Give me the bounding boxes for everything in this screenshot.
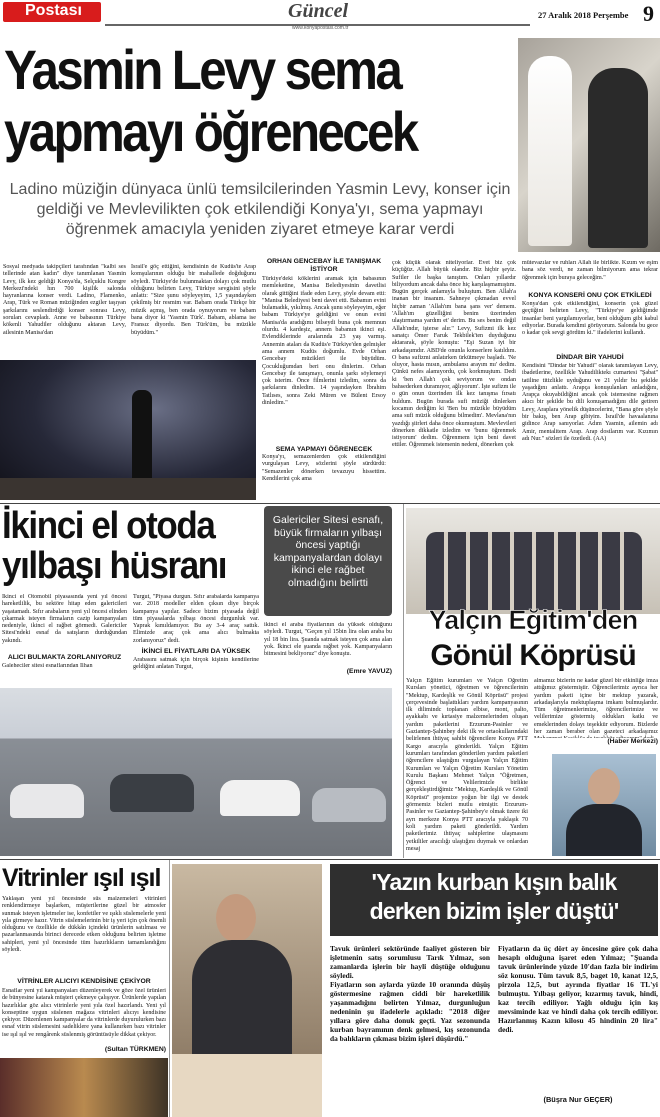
story2-col2-body: Turgut, "Piyasa durgun. Sıfır arabalarda kampanya var. 2018 modeller elden çıksın diye birçok kampanya yapılar. Sadece bizim piyasada değil tüm piyasalarda yılbaşı öncesi durgunluk var. Yaprak kımıldamıyor. Bu ay 3-4 araç sattık. Elimizde araç çok ama alıcı bulmakta zorlanıyoruz" dedi. xyxy=(133,594,259,644)
story-yasmin-levy xyxy=(0,32,660,502)
car-4 xyxy=(312,788,386,822)
story1-col5-body-3: Kendisini "Dindar bir Yahudi" olarak tanımlayan Levy, ibadetlerine, özellikle Yahudiliktekı cumartesi "Şabat" tatiline titizlikle uyduğunu ve 21 yıldır bu şekilde yaşadığını anlattı. Arapça konuşulanları anladığını, Arapça okuyabildiğini ancak çok istemesine rağmen akıcı bir şekilde bu dili konuşamadığını dile getiren Levy, Araplara yönelik düşüncelerini, "Bana göre şöyle bir bakış, ben Arap gibiyim. İsrail'de havaalanına gidince Arap sanıyorlar. Adım Yasmin, ailemin adı Amir, mentalitem Arap. Arap dostlarım var. Kızımın adı Nur." sözleri ile özetledi. (AA) xyxy=(522,363,658,442)
story1-column-1: Sosyal medyada takipçileri tarafından "kalbi ses tellerinde atan kadın" diye tanımlanan Yasmin Levy, ilk kez geldiği Konya'da, Selçuklu Kongre Merkezi'ndeki hın 700 kişilik salonda hayranlarına konser verdi. Ladino, Flamenko, Arap, Türk ve Roman müziğinden ezgiler taşıyan şarkılarını seslendirdiği konser sonrası Levy, soruları cevapladı. Anne ve babasının Türkiye kökenli Yahudiler olduğunu aktaran Levy, ailesinin Manisa'dan xyxy=(3,264,126,336)
logo-text: Postası xyxy=(25,2,82,19)
issue-date: 27 Aralık 2018 Perşembe xyxy=(538,10,629,20)
callout-text: Galericiler Sitesi esnafı, büyük firmaların yılbaşı öncesi yaptığı kampanyalardan dolayı ikinci ele rağbet olmadığını belirtti xyxy=(272,514,384,589)
story2-col1-body-2: Galeheciler sitesi esnaflarından İlhan xyxy=(2,663,93,669)
story5-column-2 xyxy=(498,944,658,1114)
headline-box xyxy=(330,864,658,936)
mehmet-yalcin-photo xyxy=(552,754,656,856)
story2-col2-body-2: Arabasını satmak için birçok kişinin kendilerine geldiğini anlatan Turgut, xyxy=(133,657,259,671)
website-url: www.konyapostasi.com.tr xyxy=(292,25,349,31)
story1-col5-body: mütevazılar ve ruhları Allah ile birlikte. Kızım ve eşim bana söz verdi, ne zaman bilmiyorum ama tekrar öğrenmek için buraya geleceğim." xyxy=(522,260,658,281)
story2-col3-body: ikinci el araba fiyatlarının da yüksek olduğunu söyledi. Turgut, "Geçen yıl 15bin lira olan araba bu yıl 18 bin lira. Şuanda satmak isteyen çok ama alan yok. İkinci ele şuanda rağbet yok. Kampanyaların bitmesini bekliyoruz" diye konuştu. xyxy=(264,622,392,658)
story1-column-5 xyxy=(522,260,658,500)
story2-column-2 xyxy=(133,594,259,684)
newspaper-logo xyxy=(3,2,101,22)
headline-line-2: yılbaşı hüsranı xyxy=(2,545,227,587)
story-tavuk xyxy=(170,860,660,1117)
subhead-vitrinler: VİTRİNLER ALICIYI KENDİSİNE ÇEKİYOR xyxy=(17,978,151,985)
levy-figure xyxy=(588,68,648,248)
story3-column-2 xyxy=(534,678,658,748)
spot-text: Ladino müziğin dünyaca ünlü temsilcilerinden Yasmin Levy, konser için geldiği ve Mevlevilikten çok etkilendiği Konya'yı, sema yapmayı öğrenmek amacıyla yeniden ziyaret etmeye karar verdi xyxy=(9,181,511,238)
page-number: 9 xyxy=(643,1,654,26)
student-group xyxy=(426,532,642,610)
headline: Vitrinler ışıl ışıl xyxy=(2,864,161,892)
concert-stage-photo xyxy=(0,360,256,500)
story2-col1-body: İkinci el Otomobil piyasasında yeni yıl öncesi hareketlilik, bu sektöre hitap eden galericileri yaşatamadı. Sıfır arabaların yeni yıl öncesi elinden çıkarmak isteyen firmaların cazip kampanyaları nedeniyle, ikinci el rağbet görmedi. Galericiler Sitesi'ndeki esnaf da satışların durduğundan yakındı. xyxy=(2,594,127,644)
students-group-photo xyxy=(406,508,660,614)
story4-byline: (Sultan TÜRKMEN) xyxy=(104,1046,166,1053)
section-title: Güncel xyxy=(288,0,348,22)
story2-column-1 xyxy=(2,594,127,684)
story1-col3-body: Türkiye'deki köklerini aramak için babasının memleketine, Manisa Belediyesinin davetlisi olarak gittiğini ifade eden Levy, şöyle devam etti: "Manisa Belediyesi beni davet etti. Babamın evini bulamadık, yıkılmış. Ancak şunu söyleyeyim, eğer babam Türkiye'ye geldiğini ve onun evini Manisa'da aradığımı bilseydi buna çok memnun olurdu. 4 kardeşiz, annem babamın ikinci eşi. Evlendiklerinde aralarında 23 yaş varmış. Annemin ataları da Kudüs'e Türkiye'den gelmişler ama annem Kudüs doğumlu. Evde Orhan Gencebay müzikleri ile büyüdüm. Çocukluğumdan beri onu dinlerim. Orhan Gencebay ile tanışmayı, onunla şarkı söylemeyi çok isterim. Önce filmlerini izledim, sonra da şarkılarını dinledim. 14 yaşındayken İbrahim Tatlıses, sonra Zeki Müren ve Bülent Ersoy dinledim." xyxy=(262,276,386,407)
semazen-figure xyxy=(528,56,572,246)
story4-body-2: Esnaflar yeni yıl kampanyaları düzenleyerek ve göze özel ürünleri de bünyesine katarak müşteri çekmeye çalışıyor. Ürünlerde yapılan hazırlıklar göz alıcı vitrinlerle yeni yıla özel hazırlandı. Yeni yıl konseptine uygun süslenen mağaza vitrinleri alıcıyı kendisine çekiyor. Düzenlenen kampanyalar da vitrinlerde duyurulurken bazı esnaf vitrin süslemesini sadeliklere yana kullanırken bazı vitrinler ise ışıl ışıl ve rengârenk süslenmiş görüntüsüyle dikkat çekiyor. xyxy=(2,988,166,1038)
masthead xyxy=(0,0,660,32)
subhead-fiyatlar: İKİNCİ EL FİYATLARI DA YÜKSEK xyxy=(141,648,251,655)
headline-line-1: Yalçın Eğitim'den xyxy=(428,605,638,635)
counter xyxy=(172,1054,322,1117)
stage-floor xyxy=(0,478,256,500)
poultry-seller-photo xyxy=(172,864,322,1117)
subhead-orhan-gencebay: ORHAN GENCEBAY İLE TANIŞMAK İSTİYOR xyxy=(266,258,382,273)
story3-byline: (Haber Merkezi) xyxy=(607,738,658,745)
story3-column-1: Yalçın Eğitim kurumları ve Yalçın Öğretim Kursları yönetici, öğretmen ve öğrencilerinin "Mektup, Kardeşlik ve Gönül Köprüsü" projesi çerçevesinde başlattıkları yardım kampanyasının ilk dilimindc toplanan elbise, mont, palto, ayakkabı ve kırtasiye malzemelerinden oluşan yardım paketlerini Erzurum-Pasinler ve Gaziantep-Şahinbey deki ilk ve ortaokullarındaki belirlenen ihtiyaç sahibi öğrencilere Konya PTT Kargo aracıyla gönderildi. Yalçın Eğitim kurumları tarafından gönderilen yardım paketleri öğrencilere ulaştığını vurgulayan Yalçın Eğitim Kurumları ve Yalçın Öğretim Kursları Yönetim Kurulu Başkanı Mehmet Yalçın "Öğretmen, Öğrenci ve Velilerimizle birlikte gerçekleştirdiğimiz "Mektup, Kardeşlik ve Gönül Köprüsü" projemize yoğun bir ilgi ve destek görmemiz bizleri mutlu etmiştir. Erzurum-Pasinler ve Gaziantep-Şahinbey'e olmak üzere iki ayrı merkeze Konya PTT aracıyla yaklaşık 70 koli yardım paketi gönderildi. Yardım paketlerimiz ihtiyaç sahiplerine ulaşmasını yetkililer aracılığı ulaştığını duymak ve onlardan mesaj xyxy=(406,678,528,852)
story-ikinci-el xyxy=(0,504,402,858)
shop-window-photo xyxy=(0,1058,168,1117)
headline-line-2: yapmayı öğrenecek xyxy=(4,100,417,163)
person-head xyxy=(588,768,620,806)
singer-figure xyxy=(132,390,152,490)
story-yalcin-egitim xyxy=(404,504,660,858)
story1-column-4: çok küçük olarak niteliyorlar. Evet biz çok küçüğüz. Allah büyük olandır. Biz hiçbir şeyiz. Sufiler ile başka tanıştım. Onları yıllardır biliyordum ancak daha önce hiç karşılaşmamıştım. Bugün gerçek anlamıyla buluştum. Ben Allah'a inanan bir insanım. Sahneye çıkmadan evvel hiçbir zaman 'Allah'ım bana şans ver' demem. 'Allah'ım güzelliğini benim üzerimden ulaştırmama yardım et' derim. Bu ses benim değil Allah'ındır, işterse alır." Levy, Sufizmi ilk kez sanatçı Ömer Faruk Tekbilek'ten duyduğunu aktararak, şöyle konuştu: "Eşi Suzan iyi bir arkadaşımdır. ABD'de onunla konserlere katıldım. O bana sufizmi anlatırken ürkütmeye başladı. 'Ne oluyor, hasta mısın, ambulansı arayım mı' dedim. Çünkü nefes alamıyordu, çok korkmuştum. Dedi ki 'ben Allah'ı çok seviyorum ve ondan bahsederken duramıyor, ağlıyorum'. İşte sufizm ile o gün onun üzerinden ilk kez tanışma fırsatı buldum. Bugün burada sufi müziği dinlerken kocamın dediğim ki 'Ben bu müzikle büyüdüm ama sufi müzik olduğunu bilmedim'. Mevlana'nın yazdığı şiirleri daha önce okumuştum. Mevlevileri dönerken dikkatle izledim ve 'bunu öğrenmek istiyorum' dedim. Öğrenmem için beni davet ettiler. Öğrenmek istemenin nedeni, dönerken çok xyxy=(392,260,516,449)
subhead-alici: ALICI BULMAKTA ZORLANIYORUZ xyxy=(7,654,122,661)
story2-byline: (Emre YAVUZ) xyxy=(346,668,392,675)
story1-column-2: İsrail'e göç ettiğini, kendisinin de Kudüs'te Arap komşularının olduğu bir mahallede doğduğunu söyledi. Türkiye'de bulunmaktan dolayı çok mutlu olduğunu belirten Levy, Türkiye sevgisini şöyle anlattı: "Size şunu söyleyeyim, 1,5 yaşındayken çekilmiş bir resmim var. Babam orada Türkçe bir müzik açmış, ben orada oynuyorum ve babam bana diyor ki 'Yasmin Türk'. Babam, ablama ise Fransız diyordu. Ben Türk'üm, bu müzikle büyüdüm." xyxy=(131,264,256,336)
subhead-sema: SEMA YAPMAYI ÖĞRENECEK xyxy=(275,446,373,453)
car-2 xyxy=(110,774,194,812)
story5-column-1: Tavuk ürünleri sektöründe faaliyet gösteren bir işletmenin satış sorumlusu Tarık Yılmaz, son zamanlarda işlerin bir hayli düştüğe olduğunu söyledi. Fiyatların son aylarda yüzde 10 oranında düşüş göstermesine rağmen ciddi bir hareketlilik yaşanmadığını belirten Yılmaz, durgunluğun nedeninin şu ifadelerle açıkladı: "2018 diğer yıllara göre daha donuk geçti. Yaz sezonunda kurban bayramının denk gelmesi, kış sezonunda da balıkların çıkması bizim işleri düşürdü." xyxy=(330,944,490,1043)
headline-line-1: 'Yazın kurban kışın balık xyxy=(371,869,617,895)
headline-line-2: Gönül Köprüsü xyxy=(430,639,636,672)
levy-portrait-photo xyxy=(518,38,660,252)
car-1 xyxy=(10,784,84,818)
headline-line-1: İkinci el otoda xyxy=(2,505,215,547)
story3-col2-body: almamız bizlerin ne kadar güzel bir etkinliğe imza attığımız göstermiştir. Öğrencilerimiz ayrıca her yardım paketi içine bir mektup yazarak, arkadaşlarıyla mektuplaşma imkanı bulmuşlardır. Tüm öğretmenlerimize, öğrencilerimize ve velilerimize göstermiş oldukları katkı ve emeklerinden dolayı teşekkür ediyorum. Bizlerde her zaman beraber olan gazeteci arkadaşımız xyxy=(534,678,658,736)
story1-column-3 xyxy=(262,258,386,502)
story1-col3-body-2: Konya'yı, semazenlerden çok etkilendiğini vurgulayan Levy, sözlerini şöyle sürdürdü: "Semazenler dönerken tevazuyu hissettim. Kendilerini çok ama xyxy=(262,454,386,482)
person-suit xyxy=(566,804,642,856)
subhead-dindar: DİNDAR BİR YAHUDİ xyxy=(556,354,624,361)
story5-col2-body: Fiyatların da üç dört ay öncesine göre çok daha hesaplı olduğuna işaret eden Yılmaz; "Şuanda tavuk ürünlerinde yüzde 10'dan fazla bir indirim söz konusu. Tüm tavuk 8,5, baget 10, kanat 12,5, pirzola 12,5, but ayrında fiyatlar 16 TL'yi bulmuştu. Yılbaşı geliyor, kızarmış tavuk, hindi, kaz tercih ediliyor. Yağlı olduğu için kış mevsiminde kaz ve hindi daha çok tercih ediliyor. Hazırlanmış Kazın kilosu 45 hindinin 20 lira" dedi. xyxy=(498,944,658,1034)
story5-byline: (Büşra Nur GEÇER) xyxy=(543,1095,613,1104)
car-3 xyxy=(220,780,300,816)
headline-line-1: Yasmin Levy sema xyxy=(4,38,401,101)
story4-body: Yaklaşan yeni yıl öncesinde süs malzemeleri vitrinleri renklendirmeye başlarken, müşterilerine güzel bir atmosfer sunmak isteyen işletmeler ise, konfetiler ve ışıklı süslemelerle yeni yıla girmeye hazır. Vitrin süslemelerinin bir iş yeri için çok önemli olduğunu ve özellikle de dükkân içindeki ürünlerin satılması ve pazarlanmasında birinci derecede etken olduğunu belirten işletme sahipleri, yeni yıl öncesinde tüm hazırlıkların tamamlandığını söyledi. xyxy=(2,896,166,954)
callout-box xyxy=(264,506,392,616)
headline-line-2: derken bizim işler düştü' xyxy=(369,898,619,924)
story-vitrinler xyxy=(0,860,168,1117)
car-dealership-photo xyxy=(0,688,392,856)
seller-head xyxy=(216,894,256,942)
story1-col5-body-2: Konya'dan çok etkilendiğini, konserin çok güzel geçtiğini belirten Levy, "Türkiye'ye geldiğimde insanlar beni yargılamıyorlar, beni olduğum gibi kabul ediyorlar. Burada kendimi görüyorum. Salonda bu gece o kadar çok sevgi gördüm ki." ifadelerini kullandı. xyxy=(522,301,658,337)
story2-column-3 xyxy=(264,622,392,684)
subhead-konya-konseri: KONYA KONSERİ ONU ÇOK ETKİLEDİ xyxy=(528,292,652,299)
